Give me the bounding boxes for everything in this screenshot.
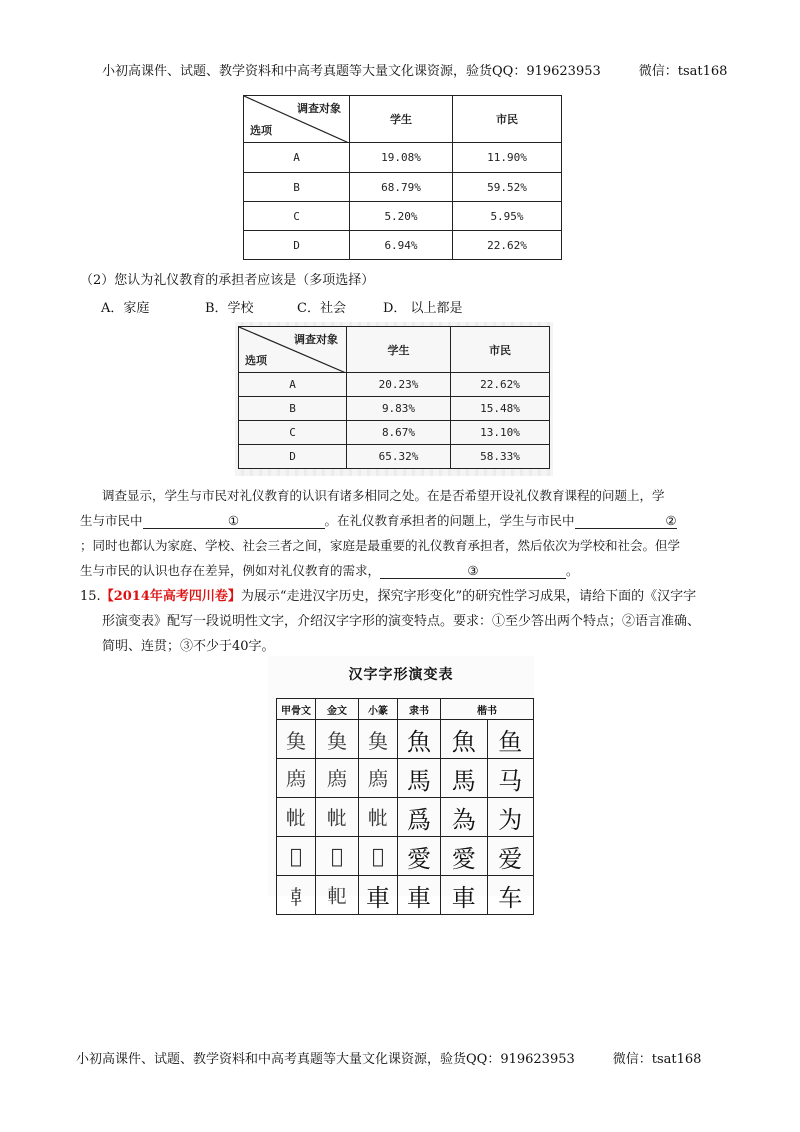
table1-col-student: 学生 bbox=[350, 96, 453, 143]
table-row bbox=[277, 759, 534, 798]
char-header-bronze: 金文 bbox=[316, 699, 359, 720]
table-row bbox=[277, 798, 534, 837]
table1-option: C bbox=[244, 202, 350, 231]
table1-col-citizen: 市民 bbox=[453, 96, 562, 143]
option-a: A．家庭 bbox=[101, 301, 150, 316]
survey-table-2 bbox=[238, 326, 550, 469]
answer-blank-1[interactable]: ① bbox=[143, 513, 325, 529]
header-wechat: 微信：tsat168 bbox=[638, 64, 728, 79]
char-header-clerical: 隶书 bbox=[398, 699, 441, 720]
char-cell: 为 bbox=[487, 798, 534, 837]
char-cell: 𩵋 bbox=[316, 720, 359, 759]
question-source: 【2014年高考四川卷】 bbox=[100, 589, 241, 604]
table2-option: C bbox=[239, 421, 347, 445]
table2-col-citizen: 市民 bbox=[451, 327, 550, 373]
table1-option: B bbox=[244, 173, 350, 202]
summary-line-2b: 。在礼仪教育承担者的问题上，学生与市民中 bbox=[324, 513, 575, 528]
char-cell: 马 bbox=[487, 759, 534, 798]
table1-citizen-value: 11.90% bbox=[453, 143, 562, 173]
char-cell: 𨊠 bbox=[316, 876, 359, 915]
header-text: 小初高课件、试题、教学资料和中高考真题等大量文化课资源，验货QQ：919623953 bbox=[102, 64, 601, 79]
char-cell: 魚 bbox=[441, 720, 488, 759]
summary-line-2a: 生与市民中 bbox=[80, 513, 143, 528]
table2-corner bbox=[239, 327, 347, 373]
table2-citizen-value: 58.33% bbox=[451, 445, 550, 469]
table-row bbox=[277, 876, 534, 915]
char-cell: 𢀢 bbox=[359, 837, 398, 876]
survey-summary bbox=[80, 483, 740, 583]
table-row bbox=[239, 397, 550, 421]
question-2: （2）您认为礼仪教育的承担者应该是（多项选择） bbox=[80, 273, 375, 288]
table1-student-value: 6.94% bbox=[350, 231, 453, 260]
char-cell: 車 bbox=[359, 876, 398, 915]
char-cell: 車 bbox=[398, 876, 441, 915]
question-15-text-1: 为展示“走进汉字历史，探究字形变化”的研究性学习成果，请给下面的《汉字字 bbox=[240, 589, 697, 604]
char-cell: 車 bbox=[441, 876, 488, 915]
char-header-seal: 小篆 bbox=[359, 699, 398, 720]
summary-line-1: 调查显示，学生与市民对礼仪教育的认识有诸多相同之处。在是否希望开设礼仪教育课程的问题上，学 bbox=[102, 488, 665, 503]
survey-table-1 bbox=[243, 95, 562, 260]
option-b: B．学校 bbox=[205, 301, 254, 316]
char-cell: 馬 bbox=[441, 759, 488, 798]
table-row bbox=[244, 202, 562, 231]
char-cell: 鱼 bbox=[487, 720, 534, 759]
char-cell: 愛 bbox=[441, 837, 488, 876]
char-cell: 车 bbox=[487, 876, 534, 915]
summary-line-4 bbox=[80, 558, 740, 583]
char-cell: 𢊁 bbox=[277, 759, 316, 798]
char-cell: 𢀢 bbox=[277, 837, 316, 876]
summary-line-4a: 生与市民的认识也存在差异，例如对礼仪教育的需求， bbox=[80, 563, 381, 578]
footer-text: 小初高课件、试题、教学资料和中高考真题等大量文化课资源，验货QQ：919623953 bbox=[76, 1052, 575, 1067]
table2-citizen-value: 13.10% bbox=[451, 421, 550, 445]
table1-option: A bbox=[244, 143, 350, 173]
char-cell: 馬 bbox=[398, 759, 441, 798]
table2-col-student: 学生 bbox=[347, 327, 451, 373]
table1-citizen-value: 5.95% bbox=[453, 202, 562, 231]
char-cell: 𩵋 bbox=[359, 720, 398, 759]
table2-citizen-value: 15.48% bbox=[451, 397, 550, 421]
table1-student-value: 5.20% bbox=[350, 202, 453, 231]
page-footer bbox=[76, 1048, 701, 1067]
table2-option: A bbox=[239, 373, 347, 397]
table1-citizen-value: 22.62% bbox=[453, 231, 562, 260]
answer-blank-2[interactable]: ② bbox=[575, 513, 677, 529]
table2-corner-bottom: 选项 bbox=[245, 354, 267, 367]
char-evolution-table bbox=[276, 698, 534, 915]
summary-line-2 bbox=[80, 508, 740, 533]
table-row bbox=[239, 421, 550, 445]
question-15-line-2: 形演变表》配写一段说明性文字，介绍汉字字形的演变特点。要求：①至少答出两个特点；②语言准确、 bbox=[102, 614, 701, 629]
char-cell: 𢀢 bbox=[316, 837, 359, 876]
table1-student-value: 19.08% bbox=[350, 143, 453, 173]
summary-line-4b: 。 bbox=[566, 563, 579, 578]
option-d: D． 以上都是 bbox=[383, 301, 463, 316]
char-cell: 爲 bbox=[398, 798, 441, 837]
char-cell: 𢁦 bbox=[277, 798, 316, 837]
char-cell: 𩵋 bbox=[277, 720, 316, 759]
char-cell: 魚 bbox=[398, 720, 441, 759]
summary-line-3: ；同时也都认为家庭、学校、社会三者之间，家庭是最重要的礼仪教育承担者，然后依次为学校和社会。但学 bbox=[80, 538, 681, 553]
table-row bbox=[277, 837, 534, 876]
answer-blank-3[interactable]: ③ bbox=[380, 563, 566, 579]
char-cell: 為 bbox=[441, 798, 488, 837]
char-evolution-figure bbox=[268, 656, 534, 912]
table2-citizen-value: 22.62% bbox=[451, 373, 550, 397]
char-cell: 𢊁 bbox=[359, 759, 398, 798]
char-table-title: 汉字字形演变表 bbox=[348, 667, 454, 683]
char-cell: 𠦝 bbox=[277, 876, 316, 915]
table-row bbox=[239, 373, 550, 397]
char-header-oracle: 甲骨文 bbox=[277, 699, 316, 720]
table-row bbox=[244, 231, 562, 260]
footer-wechat: 微信：tsat168 bbox=[612, 1052, 702, 1067]
question-number: 15. bbox=[80, 589, 101, 604]
char-cell: 爱 bbox=[487, 837, 534, 876]
char-cell: 愛 bbox=[398, 837, 441, 876]
table1-corner-bottom: 选项 bbox=[250, 124, 272, 137]
question-15-line-1 bbox=[80, 584, 740, 609]
option-c: C．社会 bbox=[297, 301, 346, 316]
page-header bbox=[102, 60, 727, 79]
table-row bbox=[277, 720, 534, 759]
table2-student-value: 20.23% bbox=[347, 373, 451, 397]
table1-citizen-value: 59.52% bbox=[453, 173, 562, 202]
table1-corner bbox=[244, 96, 350, 143]
table2-option: D bbox=[239, 445, 347, 469]
table2-option: B bbox=[239, 397, 347, 421]
table1-corner-top: 调查对象 bbox=[297, 102, 341, 115]
question-15 bbox=[80, 584, 740, 659]
char-cell: 𢁦 bbox=[359, 798, 398, 837]
char-header-regular: 楷书 bbox=[441, 699, 534, 720]
table2-corner-top: 调查对象 bbox=[294, 333, 338, 346]
table2-student-value: 8.67% bbox=[347, 421, 451, 445]
table-row bbox=[239, 445, 550, 469]
table2-student-value: 9.83% bbox=[347, 397, 451, 421]
table2-student-value: 65.32% bbox=[347, 445, 451, 469]
table-row bbox=[244, 173, 562, 202]
char-cell: 𢁦 bbox=[316, 798, 359, 837]
char-cell: 𢊁 bbox=[316, 759, 359, 798]
question-15-line-3: 简明、连贯；③不少于40字。 bbox=[102, 639, 275, 654]
table1-student-value: 68.79% bbox=[350, 173, 453, 202]
question-2-options bbox=[101, 296, 463, 321]
table1-option: D bbox=[244, 231, 350, 260]
table-row bbox=[244, 143, 562, 173]
